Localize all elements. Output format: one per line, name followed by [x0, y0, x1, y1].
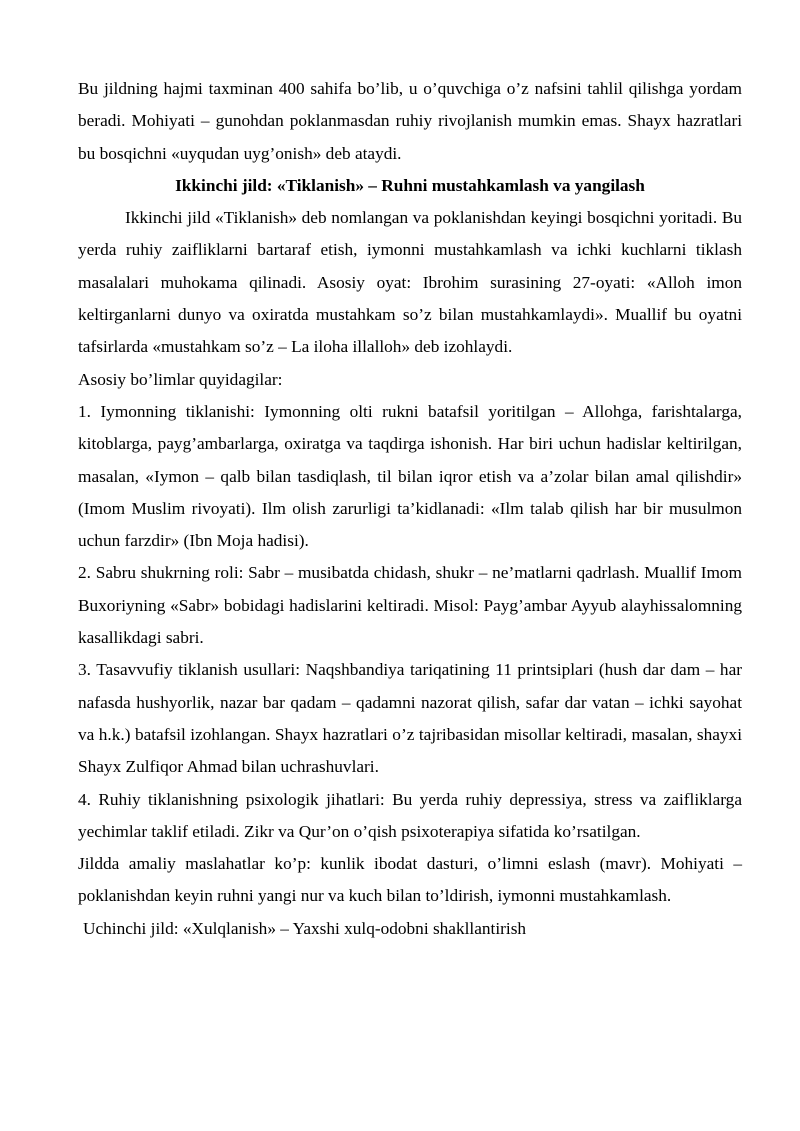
- list-item: 4. Ruhiy tiklanishning psixologik jihatlari: Bu yerda ruhiy depressiya, stress va zaifliklarga yechimlar taklif etiladi. Zikr va Qur’on o’qish psixoterapiya sifatida ko’rsatilgan.: [78, 789, 742, 841]
- section-intro-paragraph: Ikkinchi jild «Tiklanish» deb nomlangan va poklanishdan keyingi bosqichni yoritadi. Bu yerda ruhiy zaifliklarni bartaraf etish, iymonni mustahkamlash va ichki kuchlarni tiklash masalalari muhokama qilinadi. Asosiy oyat: Ibrohim surasining 27-oyati: «Alloh imon keltirganlarni dunyo va oxiratda mustahkam so’z bilan mustahkamlaydi». Muallif bu oyatni tafsirlarda «mustahkam so’z – La iloha illalloh» deb izohlaydi.: [78, 208, 742, 357]
- list-item: 3. Tasavvufiy tiklanish usullari: Naqshbandiya tariqatining 11 printsiplari (hush dar dam – har nafasda hushyorlik, nazar bar qadam – qadamni nazorat qilish, safar dar vatan – ichki sayohat va h.k.) batafsil izohlangan. Shayx hazratlari o’z tajribasidan misollar keltiradi, masalan, shayxi Shayx Zulfiqor Ahmad bilan uchrashuvlari.: [78, 660, 742, 777]
- next-section-heading: Uchinchi jild: «Xulqlanish» – Yaxshi xulq-odobni shakllantirish: [83, 918, 527, 938]
- intro-paragraph: Bu jildning hajmi taxminan 400 sahifa bo’lib, u o’quvchiga o’z nafsini tahlil qilishga yordam beradi. Mohiyati – gunohdan poklanmasdan ruhiy rivojlanish mumkin emas. Shayx hazratlari bu bosqichni «uyqudan uyg’onish» deb ataydi.: [78, 79, 742, 163]
- list-item: 1. Iymonning tiklanishi: Iymonning olti rukni batafsil yoritilgan – Allohga, farishtalarga, kitoblarga, payg’ambarlarga, oxiratga va taqdirga ishonish. Har biri uchun hadislar keltirilgan, masalan, «Iymon – qalb bilan tasdiqlash, til bilan iqror etish va a’zolar bilan amal qilishdir» (Imom Muslim rivoyati). Ilm olish zarurligi ta’kidlanadi: «Ilm talab qilish har bir musulmon uchun farzdir» (Ibn Moja hadisi).: [78, 401, 742, 551]
- document-page: [78, 73, 742, 945]
- summary-paragraph: Jildda amaliy maslahatlar ko’p: kunlik ibodat dasturi, o’limni eslash (mavr). Mohiyati – poklanishdan keyin ruhni yangi nur va kuch bilan to’ldirish, iymonni mustahkamlash.: [78, 854, 742, 906]
- sections-label: Asosiy bo’limlar quyidagilar:: [78, 369, 283, 389]
- list-item: 2. Sabru shukrning roli: Sabr – musibatda chidash, shukr – ne’matlarni qadrlash. Muallif Imom Buxoriyning «Sabr» bobidagi hadislarini keltiradi. Misol: Payg’ambar Ayyub alayhissalomning kasallikdagi sabri.: [78, 563, 742, 648]
- section-heading: Ikkinchi jild: «Tiklanish» – Ruhni mustahkamlash va yangilash: [175, 175, 645, 195]
